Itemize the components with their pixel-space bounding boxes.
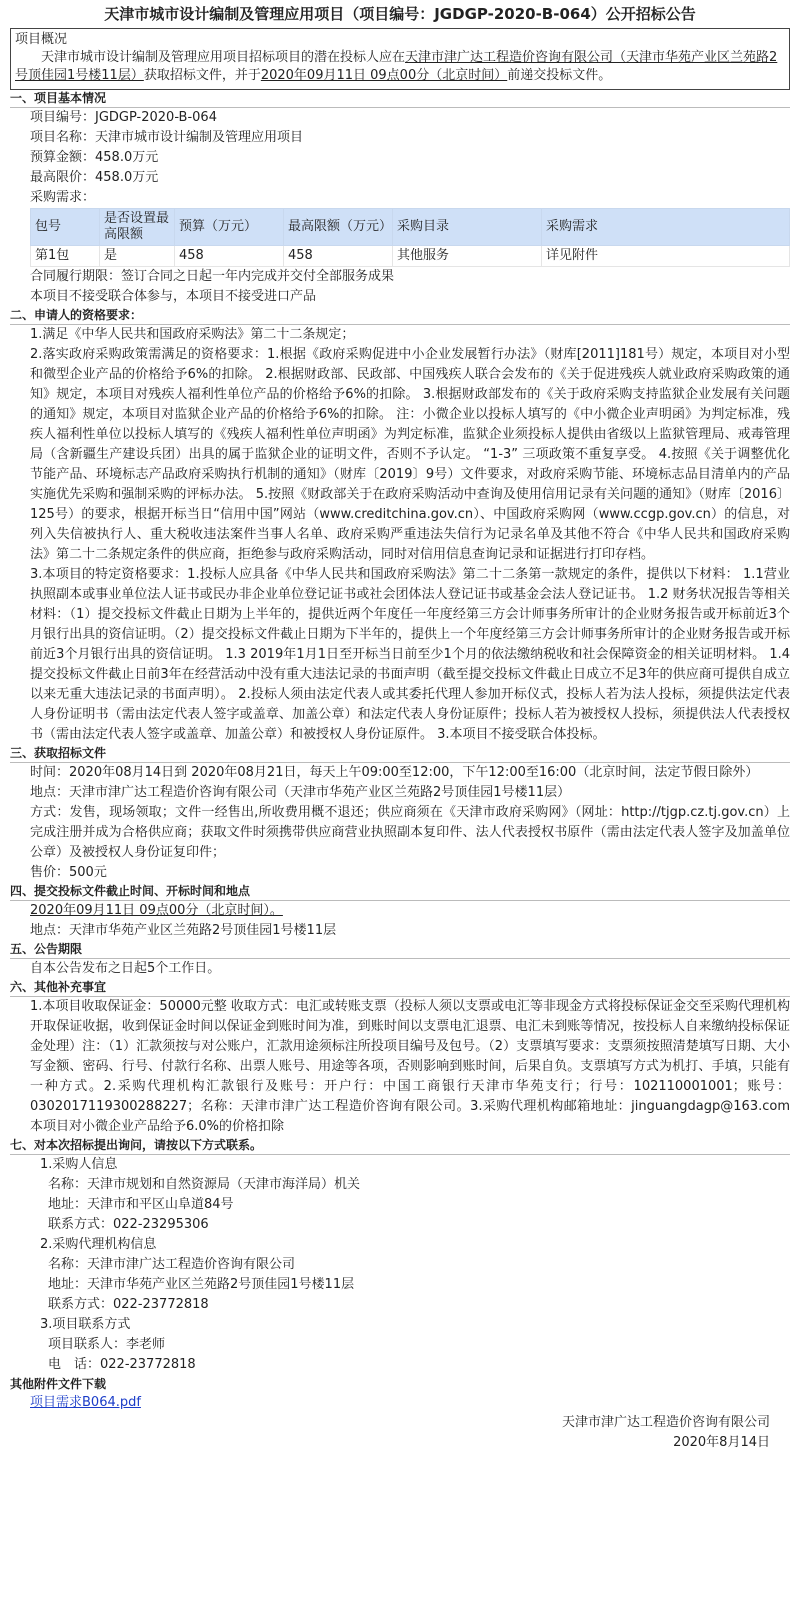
attachments-heading: 其他附件文件下载 <box>10 1377 107 1391</box>
cell-limit: 458 <box>284 246 393 267</box>
cell-budget: 458 <box>175 246 284 267</box>
section-4-heading: 四、提交投标文件截止时间、开标时间和地点 <box>10 883 790 901</box>
overview-text-a: 天津市城市设计编制及管理应用项目招标项目的潜在投标人应在 <box>41 50 406 65</box>
announcement-page <box>10 0 790 1453</box>
contact-phone: 电 话：022-23772818 <box>48 1357 196 1372</box>
consortium-note: 本项目不接受联合体参与，本项目不接受进口产品 <box>30 289 317 304</box>
agent-title: 2.采购代理机构信息 <box>40 1237 157 1252</box>
overview-text-c: 前递交投标文件。 <box>507 68 612 83</box>
cell-catalog: 其他服务 <box>393 246 542 267</box>
overview-text <box>15 49 785 85</box>
section-3-heading: 三、获取招标文件 <box>10 745 790 763</box>
obtain-time: 时间：2020年08月14日到 2020年08月21日，每天上午09:00至12:00，下午12:00至16:00（北京时间，法定节假日除外） <box>30 765 759 780</box>
section-6-heading: 六、其他补充事宜 <box>10 979 790 997</box>
supplementary-text: 1.本项目收取保证金：50000元整 收取方式：电汇或转账支票（投标人须以支票或电汇等非现金方式将投标保证金交至采购代理机构开取保证收据，收到保证金时间以保证金到账时间为准，到账时间以支票电汇退票、电汇未到账等情况，按投标人自来缴纳投标保证金处理）注：（1）汇款须按与对公账户，汇款用途须标注所投项目编号及包号。（2）支票填写要求：支票须按照清楚填写日期、大小写金额、密码、行号、付款行名称、出票人账号、用途等各项，否则影响到账时间，后果自负。支票填写方式为机打、手填，只能有一种方式。2.采购代理机构汇款银行及账号：开户行：中国工商银行天津市华苑支行；行号：102110001001；账号：0302017119300288227；名称：天津市津广达工程造价咨询有限公司。3.采购代理机构邮箱地址：jinguangdagp@163.com 本项目对小微企业产品给予6.0%的价格扣除 <box>30 999 790 1134</box>
notice-period: 自本公告发布之日起5个工作日。 <box>30 961 221 976</box>
overview-deadline: 2020年09月11日 09点00分（北京时间） <box>260 68 508 83</box>
section-2-heading: 二、申请人的资格要求： <box>10 307 790 325</box>
max-limit: 最高限价：458.0万元 <box>30 170 159 185</box>
buyer-phone: 联系方式：022-23295306 <box>48 1217 209 1232</box>
overview-heading: 项目概况 <box>15 32 68 47</box>
budget-amount: 预算金额：458.0万元 <box>30 150 159 165</box>
contract-period: 合同履行期限：签订合同之日起一年内完成并交付全部服务成果 <box>30 269 395 284</box>
buyer-name: 名称：天津市规划和自然资源局（天津市海洋局）机关 <box>48 1177 361 1192</box>
agent-name: 名称：天津市津广达工程造价咨询有限公司 <box>48 1257 296 1272</box>
cell-package: 第1包 <box>31 246 100 267</box>
table-header-row <box>31 209 790 246</box>
attachment-link[interactable]: 项目需求B064.pdf <box>30 1395 141 1410</box>
contact-title: 3.项目联系方式 <box>40 1317 131 1332</box>
procurement-needs-label: 采购需求： <box>30 190 96 205</box>
overview-text-b: 获取招标文件，并于 <box>143 68 261 83</box>
agent-phone: 联系方式：022-23772818 <box>48 1297 209 1312</box>
buyer-title: 1.采购人信息 <box>40 1157 118 1172</box>
section-7-heading: 七、对本次招标提出询问，请按以下方式联系。 <box>10 1137 790 1155</box>
page-title: 天津市城市设计编制及管理应用项目（项目编号：JGDGP-2020-B-064）公开招标公告 <box>104 5 696 23</box>
requirement-2: 2.落实政府采购政策需满足的资格要求：1.根据《政府采购促进中小企业发展暂行办法》（财库[2011]181号）规定，本项目对小型和微型企业产品的价格给予6%的扣除。 2.根据财政部、民政部、中国残疾人联合会发布的《关于促进残疾人就业政府采购政策的通知》规定，本项目对残疾人福利性单位产品的价格给予6%的扣除。 3.根据财政部发布的《关于政府采购支持监狱企业发展有关问题的通知》规定，本项目对监狱企业产品的价格给予6%的扣除。 注：小微企业以投标人填写的《中小微企业声明函》为判定标准，残疾人福利性单位以投标人填写的《残疾人福利性单位声明函》为判定标准，监狱企业须投标人提供由省级以上监狱管理局、戒毒管理局（含新疆生产建设兵团）出具的属于监狱企业的证明文件，否则不予认定。 “1-3” 三项政策不重复享受。 4.按照《关于调整优化节能产品、环境标志产品政府采购执行机制的通知》（财库〔2019〕9号）文件要求，对政府采购节能、环境标志品目清单内的产品实施优先采购和强制采购的评标办法。 5.按照《财政部关于在政府采购活动中查询及使用信用记录有关问题的通知》（财库〔2016〕125号）的要求，根据开标当日“信用中国”网站（www.creditchina.gov.cn）、中国政府采购网（www.ccgp.gov.cn）的信息，对列入失信被执行人、重大税收违法案件当事人名单、政府采购严重违法失信行为记录名单及其他不符合《中华人民共和国政府采购法》第二十二条规定条件的供应商，拒绝参与政府采购活动，同时对信用信息查询记录和证据进行打印存档。 <box>30 347 790 562</box>
obtain-place: 地点：天津市津广达工程造价咨询有限公司（天津市华苑产业区兰苑路2号顶佳园1号楼11层） <box>30 785 571 800</box>
obtain-method: 方式：发售，现场领取；文件一经售出,所收费用概不退还；供应商须在《天津市政府采购网》（网址：http://tjgp.cz.tj.gov.cn）上完成注册并成为合格供应商；获取文件时须携带供应商营业执照副本复印件、法人代表授权书原件（需由法定代表人签字及加盖单位公章）及被授权人身份证复印件； <box>30 805 790 860</box>
col-catalog: 采购目录 <box>393 209 542 246</box>
submission-deadline <box>10 901 790 921</box>
requirement-1: 1.满足《中华人民共和国政府采购法》第二十二条规定； <box>30 327 355 342</box>
overview-place: 天津市津广达工程造价咨询有限公司（天津市华苑产业区兰苑路2号顶佳园1号楼11层） <box>15 50 778 83</box>
col-has-limit: 是否设置最高限额 <box>100 209 175 246</box>
section-5-heading: 五、公告期限 <box>10 941 790 959</box>
signature-date: 2020年8月14日 <box>673 1435 770 1450</box>
contact-person: 项目联系人：李老师 <box>48 1337 166 1352</box>
section-1-heading: 一、项目基本情况 <box>10 90 790 108</box>
package-table <box>30 208 790 267</box>
col-limit: 最高限额（万元） <box>284 209 393 246</box>
col-budget: 预算（万元） <box>175 209 284 246</box>
table-row <box>31 246 790 267</box>
project-code: 项目编号：JGDGP-2020-B-064 <box>30 110 217 125</box>
requirement-3: 3.本项目的特定资格要求：1.投标人应具备《中华人民共和国政府采购法》第二十二条第一款规定的条件，提供以下材料： 1.1营业执照副本或事业单位法人证书或民办非企业单位登记证书或社会团体法人登记证书或基金会法人登记证书。 1.2 财务状况报告等相关材料：（1）提交投标文件截止日期为上半年的，提供近两个年度任一年度经第三方会计师事务所审计的企业财务报告或开标前近3个月银行出具的资信证明。（2）提交投标文件截止日期为下半年的，提供上一个年度经第三方会计师事务所审计的企业财务报告或开标前近3个月银行出具的资信证明。 1.3 2019年1月1日至开标当日前至少1个月的依法缴纳税收和社会保障资金的相关证明材料。 1.4 提交投标文件截止日前3年在经营活动中没有重大违法记录的书面声明（截至提交投标文件截止日成立不足3年的供应商可提供自成立以来无重大违法记录的书面声明）。 2.投标人须由法定代表人或其委托代理人参加开标仪式，投标人若为法人投标，须提供法定代表人身份证明书（需由法定代表人签字或盖章、加盖公章）和法定代表人身份证原件；投标人若为被授权人投标，须提供法人代表授权书（需由法定代表人签字或盖章、加盖公章）和被授权人身份证原件。 3.本项目不接受联合体投标。 <box>30 567 790 742</box>
opening-place: 地点：天津市华苑产业区兰苑路2号顶佳园1号楼11层 <box>30 923 337 938</box>
agent-address: 地址：天津市华苑产业区兰苑路2号顶佳园1号楼11层 <box>48 1277 355 1292</box>
project-overview-box <box>10 28 790 90</box>
col-package: 包号 <box>31 209 100 246</box>
document-price: 售价：500元 <box>30 865 107 880</box>
buyer-address: 地址：天津市和平区山阜道84号 <box>48 1197 234 1212</box>
cell-has-limit: 是 <box>100 246 175 267</box>
project-name: 项目名称：天津市城市设计编制及管理应用项目 <box>30 130 304 145</box>
cell-needs: 详见附件 <box>542 246 790 267</box>
submission-deadline-text: 2020年09月11日 09点00分（北京时间）。 <box>30 903 283 918</box>
col-needs: 采购需求 <box>542 209 790 246</box>
signature-org: 天津市津广达工程造价咨询有限公司 <box>561 1415 770 1430</box>
